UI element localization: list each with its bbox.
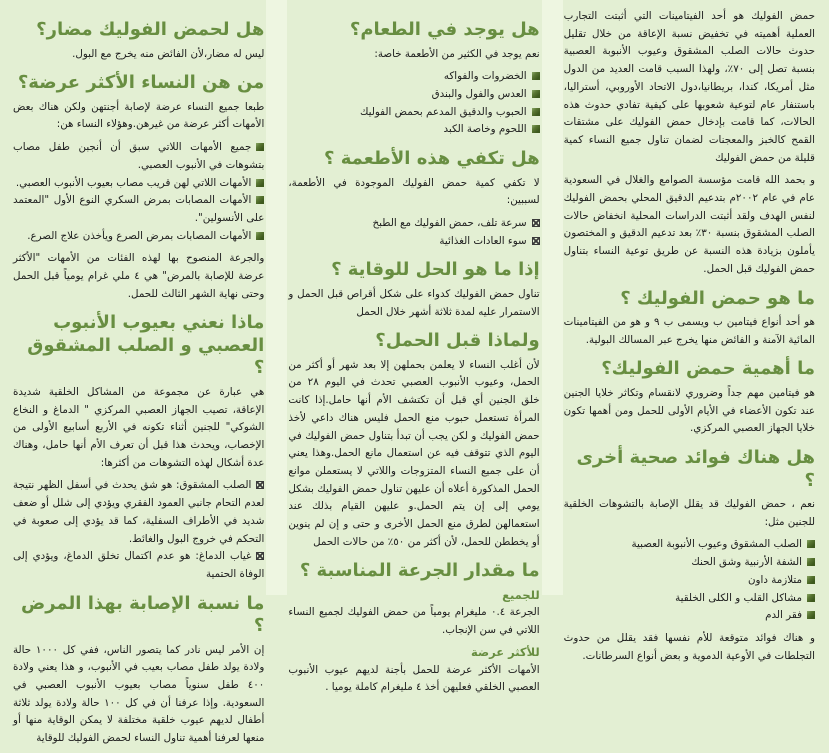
paragraph: الجرعة ٠.٤ مليغرام يومياً من حمض الفوليك لجميع النساء اللاتي في سن الإنجاب. [288, 606, 540, 636]
checkbox-x-icon [256, 552, 264, 560]
list-item [288, 233, 539, 251]
list-item [288, 215, 539, 233]
paragraph: لا تكفي كمية حمض الفوليك الموجودة في الأطعمة، لسببين: [288, 176, 540, 207]
paragraph: ليس له مضار،لأن الفائض منه يخرج مع البول. [72, 47, 265, 60]
list-item-text: الصلب المشقوق وعيوب الأنبوبة العصبية [631, 538, 802, 551]
list-item [13, 139, 264, 174]
section-heading: ما أهمية حمض الفوليك؟ [601, 358, 815, 380]
section-heading: ما مقدار الجرعة المناسبة ؟ [299, 560, 540, 582]
square-bullet-icon [256, 179, 264, 187]
list-item-text: الأمهات اللاتي لهن قريب مصاب بعيوب الأنبوب العصبي. [15, 176, 252, 189]
paragraph: حمض الفوليك هو أحد الفيتامينات التي أثبتت التجارب العملية أهميته في تخفيض نسبة الإعاقة من خلال تقليل حدوث حالات الصلب المشقوق وعيوب الأنبوبة العصبية بنسبة تصل إلى ٧٠٪، ولهذا السبب قامت العديد من الدول مثل أمريكا، كندا، بريطانيا،دول الاتحاد الأوروبي، أستراليا، باستنفار عام لتوعية شعوبها على كيفية تفادي حدوث هذه الحالات، كما قامت بإدخال حمض الفوليك على مشتقات القمح كالخبز والمعجنات لضمان تناول جميع النساء كمية قليلة من حمض الفوليك [563, 10, 816, 164]
list-item-text: فقر الدم [765, 609, 802, 622]
square-bullet-icon [807, 558, 815, 566]
list-item [564, 590, 815, 608]
paragraph: لأن أغلب النساء لا يعلمن بحملهن إلا بعد شهر أو أكثر من الحمل، وعيوب الأنبوب العصبي تحدث في اليوم ٢٨ من خلق الجنين أي قبل أن تكتشف الأم أنها حامل.إذا كانت المرأة تستعمل حبوب منع الحمل فليس هناك داعي لأخذ حمض الفوليك و لكن يجب أن تبدأ بتناول حمض الفوليك في اليوم الذي تتوقف فيه عن استعمال مانع الحمل.وهذا يعني أن على جميع النساء المتزوجات واللاتي لا يستعملن موانع الحمل المذكورة أعلاه أن عليهن تناول حمض الفوليك بشكل يومي إلى إن يتم الحمل.و عليهن القيام بذلك عند استعمالهن لطرق منع الحمل الأخرى و حتى و إن لم ينوين أو يخططن للحمل، لأن أكثر من ٥٠٪ من حالات الحمل [288, 358, 540, 548]
paragraph: الأمهات الأكثر عرضة للحمل بأجنة لديهم عيوب الأنبوب العصبي الخلقي فعليهن أخذ ٤ مليغرام كاملة يوميا . [288, 663, 540, 694]
section-heading: من هن النساء الأكثر عرضة؟ [17, 72, 265, 94]
section-heading: هل يوجد في الطعام؟ [349, 19, 540, 40]
square-bullet-icon [807, 540, 815, 548]
list-item [288, 121, 539, 139]
bullet-list [13, 477, 264, 583]
square-bullet-icon [256, 232, 264, 240]
list-item-text: متلازمة داون [747, 573, 802, 586]
paragraph: هو أحد أنواع فيتامين ب ويسمى ب ٩ و هو من الفيتامينات المائية الآمنة و الفائض منها يخرج عبر المسالك البولية. [563, 316, 815, 346]
square-bullet-icon [256, 196, 264, 204]
list-item-text: غياب الدماغ: هو عدم اكتمال تخلق الدماغ، ويؤدي إلى الوفاة الحتمية [13, 550, 265, 580]
list-item [13, 228, 264, 246]
section-heading: ما هو حمض الفوليك ؟ [620, 287, 815, 309]
section-heading: هل تكفي هذه الأطعمة ؟ [324, 148, 540, 170]
list-item-text: الأمهات المصابات بمرض الصرع ويأخذن علاج الصرع. [27, 229, 252, 242]
list-item-text: الحبوب والدقيق المدعم بحمض الفوليك [359, 105, 527, 118]
list-item-text: جميع الأمهات اللاتي سبق أن أنجبن طفل مصاب بتشوهات في الأنبوب العصبي. [13, 141, 265, 171]
square-bullet-icon [532, 90, 540, 98]
paragraph: نعم يوجد في الكثير من الأطعمة خاصة: [374, 47, 540, 60]
square-bullet-icon [532, 108, 540, 116]
dose-subheading: للجميع [502, 587, 540, 602]
checkbox-x-icon [532, 237, 540, 245]
list-item-text: الصلب المشقوق: هو شق يحدث في أسفل الظهر نتيجة لعدم التحام جانبي العمود الفقري ويؤدي إلى شلل أو ضعف شديد في الأطراف السفلية، كما قد يؤدي إلى صعوبة في التحكم في خروج البول والغائط. [13, 479, 265, 545]
paragraph: والجرعة المنصوح بها لهذه الفئات من الأمهات "الأكثر عرضة للإصابة بالمرض" هي ٤ ملي غرام يومياً قبل الحمل وحتى نهاية الشهر الثالث للحمل. [13, 252, 265, 300]
column-right [564, 8, 815, 753]
square-bullet-icon [532, 125, 540, 133]
list-item-text: سوء العادات الغذائية [439, 234, 527, 247]
list-item [288, 104, 539, 122]
section-heading: ولماذا قبل الحمل؟ [375, 330, 540, 352]
paragraph: و بحمد الله قامت مؤسسة الصوامع والغلال في السعودية عام في عام ٢٠٠٢م بتدعيم الدقيق المحلي بحمض الفوليك لنفس الهدف ولقد أثبتت الدراسات المحلية انخفاض حالات الصلب المشقوق بنسبة ٣٠٪ بعد تدعيم الدقيق و المختصون يأملون بزيادة هذه النسبة عن طريق توعية النساء بتناول حمض الفوليك قبل الحمل. [563, 174, 815, 275]
list-item [564, 572, 815, 590]
dose-subheading: للأكثر عرضة [470, 645, 540, 660]
list-item [564, 554, 815, 572]
list-item [288, 86, 539, 104]
section-heading: هل لحمض الفوليك مضار؟ [36, 19, 265, 40]
list-item-text: الخضروات والفواكه [443, 70, 527, 83]
paragraph: هو فيتامين مهم جداً وضروري لانقسام وتكاثر خلايا الجنين عند تكون الأعضاء في الأيام الأولى للحمل ومن أهمها تكون خلايا الجهاز العصبي المركزي. [563, 386, 815, 435]
list-item-text: الأمهات المصابات بمرض السكري النوع الأول "المعتمد على الأنسولين". [13, 194, 265, 224]
paragraph: إن الأمر ليس نادر كما يتصور الناس، ففي كل ١٠٠٠ حالة ولادة يولد طفل مصاب بعيب في الأنبوب، و هذا يعني ولادة ٤٠٠ طفل سنوياً مصاب بعيوب الأنبوب العصبي في السعودية. وإذا عرفنا أن في كل ١٠٠ حالة ولادة يولد ثلاثة أطفال لديهم عيوب خلقية مختلفة لا يمكن الوقاية منها أو منعها لعرفنا أهمية تناول النساء لحمض الفوليك للوقاية [13, 643, 265, 745]
section-heading: هل هناك فوائد صحية أخرى ؟ [576, 447, 815, 491]
section-heading: إذا ما هو الحل للوقاية ؟ [331, 259, 540, 281]
list-item [13, 175, 264, 193]
list-item-text: مشاكل القلب و الكلى الخلقية [675, 591, 802, 604]
square-bullet-icon [807, 594, 815, 602]
list-item-text: اللحوم وخاصة الكبد [443, 123, 527, 136]
paragraph: هي عبارة عن مجموعة من المشاكل الخلقية شديدة الإعاقة، تصيب الجهاز العصبي المركزي " الدماغ و النخاع الشوكي" للجنين أثناء تكونه في الأربع أسابيع الأولى من الإخصاب، ويحدث هذا قبل أن تعرف الأم أنها حامل، وهناك عدة أشكال لهذه التشوهات من أكثرها: [13, 385, 265, 469]
column-middle [288, 8, 539, 753]
column-left [13, 8, 264, 753]
section-heading: ما نسبة الإصابة بهذا المرض ؟ [21, 592, 265, 637]
list-item [13, 548, 264, 583]
list-item [13, 192, 264, 227]
bullet-list [288, 68, 539, 139]
square-bullet-icon [807, 576, 815, 584]
square-bullet-icon [532, 72, 540, 80]
list-item [564, 607, 815, 625]
list-item-text: العدس والفول والبندق [431, 87, 527, 100]
bullet-list [288, 215, 539, 250]
paragraph: طبعا جميع النساء عرضة لإصابة أجنتهن ولكن هناك بعض الأمهات أكثر عرضة من غيرهن.وهؤلاء النساء هن: [13, 100, 265, 131]
paragraph: نعم ، حمض الفوليك قد يقلل الإصابة بالتشوهات الخلقية للجنين مثل: [563, 498, 815, 528]
section-heading: ماذا نعني بعيوب الأنبوب العصبي و الصلب المشقوق ؟ [27, 312, 265, 379]
list-item [564, 536, 815, 554]
square-bullet-icon [256, 143, 264, 151]
bullet-list [564, 536, 815, 625]
checkbox-x-icon [256, 481, 264, 489]
list-item [288, 68, 539, 86]
square-bullet-icon [807, 611, 815, 619]
checkbox-x-icon [532, 219, 540, 227]
list-item [13, 477, 264, 548]
bullet-list [13, 139, 264, 245]
list-item-text: سرعة تلف، حمض الفوليك مع الطبخ [372, 216, 527, 229]
paragraph: و هناك فوائد متوقعة للأم نفسها فقد يقلل من حدوث التجلطات في الأوعية الدموية و بعض أنواع السرطانات. [563, 631, 815, 662]
paragraph: تناول حمض الفوليك كدواء على شكل أقراص قبل الحمل و الاستمرار عليه لمدة ثلاثة أشهر خلال الحمل [288, 287, 540, 318]
list-item-text: الشفة الأرنبية وشق الحنك [691, 556, 802, 569]
